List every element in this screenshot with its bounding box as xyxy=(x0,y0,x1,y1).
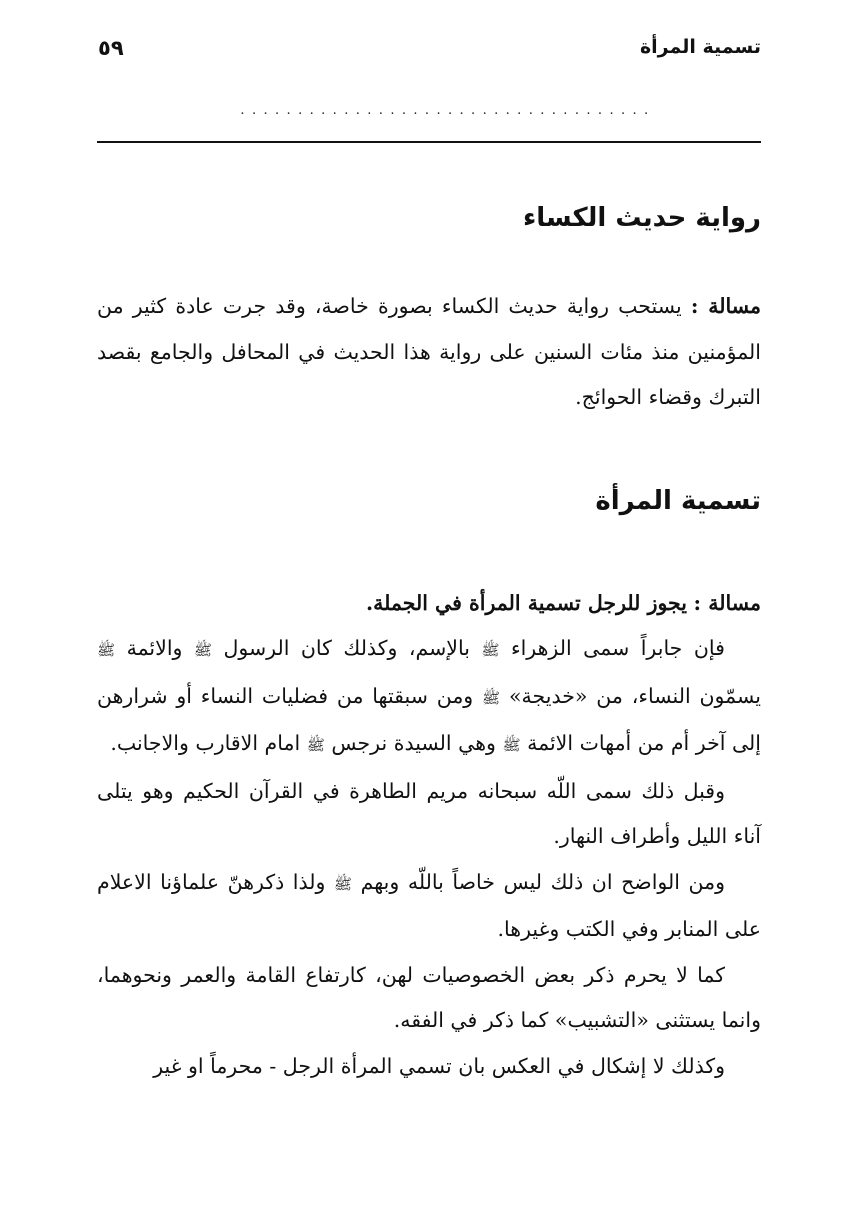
text-run: وهي السيدة نرجس xyxy=(331,731,496,755)
honorific-glyph: ﷺ xyxy=(482,688,501,707)
dotted-separator: .................................... xyxy=(240,104,656,118)
honorific-glyph: ﷺ xyxy=(193,641,213,659)
paragraph-3 xyxy=(97,860,761,953)
paragraph-text: يستحب رواية حديث الكساء بصورة خاصة، وقد جرت عادة كثير من المؤمنين منذ مئات السنين على رواية هذا الحديث في المحافل والجامع بقصد التبرك وقضاء الحوائج. xyxy=(97,294,761,409)
header-rule xyxy=(97,141,761,143)
text-run: بالإسم، وكذلك كان الرسول xyxy=(223,636,470,660)
text-run: يسمّون النساء، من «خديجة» xyxy=(509,683,761,708)
running-header xyxy=(98,36,761,68)
honorific-glyph: ﷺ xyxy=(97,641,116,659)
honorific-glyph: ﷺ xyxy=(306,736,325,754)
masala-label: مسالة : xyxy=(690,294,761,318)
paragraph-1 xyxy=(97,626,761,769)
text-run: فإن جابراً سمى الزهراء xyxy=(510,636,725,660)
text-run: والائمة xyxy=(126,636,183,660)
paragraph-5: وكذلك لا إشكال في العكس بان تسمي المرأة الرجل - محرماً او غير xyxy=(153,1053,725,1078)
page-number: ٥٩ xyxy=(98,36,124,60)
honorific-glyph: ﷺ xyxy=(481,641,500,659)
paragraph-text: يجوز للرجل تسمية المرأة في الجملة. xyxy=(365,590,687,615)
paragraph-kisa xyxy=(97,284,761,421)
running-title: تسمية المرأة xyxy=(639,36,761,58)
paragraph-4: كما لا يحرم ذكر بعض الخصوصيات لهن، كارتفاع القامة والعمر ونحوهما، وانما يستثنى «التشبيب» كما ذكر في الفقه. xyxy=(97,962,761,1032)
honorific-glyph: ﷺ xyxy=(502,736,521,754)
text-run: ومن سبقتها من فضليات النساء أو شرارهن إلى آخر أم من أمهات الائمة xyxy=(97,683,761,755)
paragraph-2: وقبل ذلك سمى اللّه سبحانه مريم الطاهرة في القرآن الحكيم وهو يتلى آناء الليل وأطراف النهار. xyxy=(97,778,761,848)
page-body xyxy=(97,190,761,1089)
text-run: ومن الواضح ان ذلك ليس خاصاً باللّه وبهم xyxy=(360,869,725,894)
section-title-naming: تسمية المرأة xyxy=(595,485,761,516)
masala-label: مسالة : xyxy=(693,590,761,615)
text-run: ولذا ذكرهنّ علماؤنا الاعلام على المنابر وفي الكتب وغيرها. xyxy=(97,869,761,941)
section-title-kisa: رواية حديث الكساء xyxy=(522,203,761,233)
text-run: امام الاقارب والاجانب. xyxy=(110,731,301,755)
honorific-glyph: ﷺ xyxy=(333,874,353,893)
paragraph-lead xyxy=(97,581,761,627)
